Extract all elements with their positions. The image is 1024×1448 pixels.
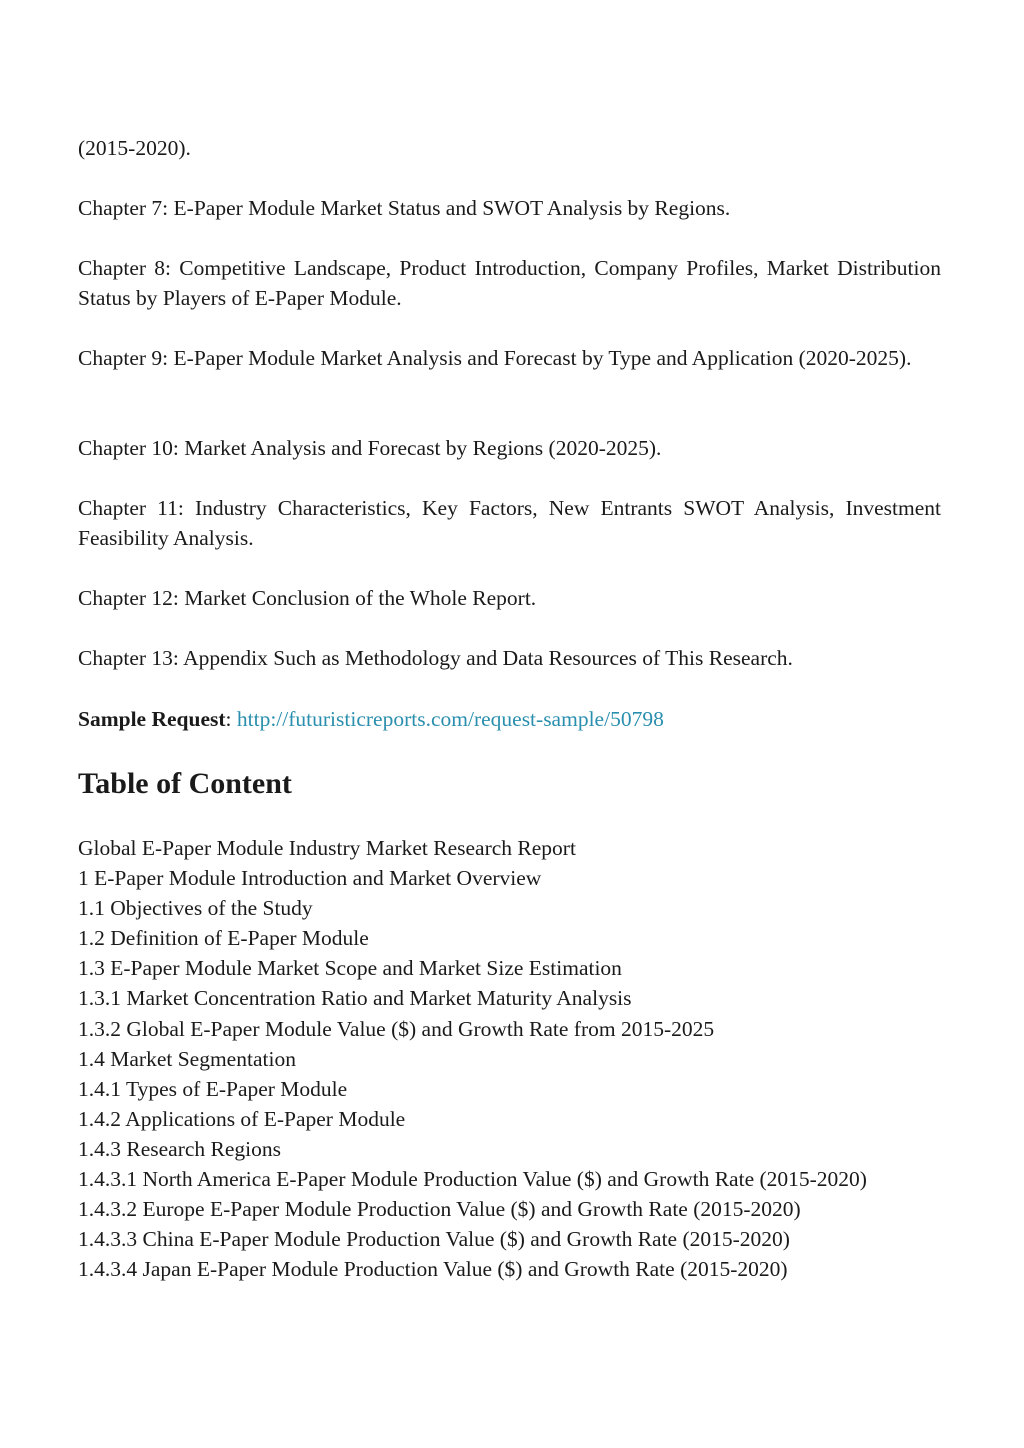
toc-item: 1.4.3.1 North America E-Paper Module Production Value ($) and Growth Rate (2015-2020) <box>78 1167 867 1192</box>
toc-item: 1.3.2 Global E-Paper Module Value ($) and Growth Rate from 2015-2025 <box>78 1016 715 1041</box>
toc-item: 1.3.1 Market Concentration Ratio and Market Maturity Analysis <box>78 986 632 1011</box>
toc-item: 1.4.1 Types of E-Paper Module <box>78 1076 348 1101</box>
chapter-11: Chapter 11: Industry Characteristics, Key Factors, New Entrants SWOT Analysis, Investment Feasibility Analysis. <box>78 496 941 550</box>
toc-item: 1.4.2 Applications of E-Paper Module <box>78 1106 406 1131</box>
chapter-10: Chapter 10: Market Analysis and Forecast by Regions (2020-2025). <box>78 436 662 460</box>
chapter-8: Chapter 8: Competitive Landscape, Product Introduction, Company Profiles, Market Distribution Status by Players of E-Paper Module. <box>78 256 941 310</box>
toc-item: 1.1 Objectives of the Study <box>78 896 313 921</box>
toc-item: 1.4.3.3 China E-Paper Module Production Value ($) and Growth Rate (2015-2020) <box>78 1227 790 1252</box>
chapter-12: Chapter 12: Market Conclusion of the Whole Report. <box>78 586 537 610</box>
chapter-7: Chapter 7: E-Paper Module Market Status and SWOT Analysis by Regions. <box>78 196 731 220</box>
sample-request-link[interactable]: http://futuristicreports.com/request-sample/50798 <box>236 707 664 731</box>
toc-item: 1.2 Definition of E-Paper Module <box>78 926 369 951</box>
sample-request-separator: : <box>225 707 237 731</box>
chapter-9: Chapter 9: E-Paper Module Market Analysis and Forecast by Type and Application (2020-2025). <box>78 346 912 370</box>
toc-item: 1.3 E-Paper Module Market Scope and Market Size Estimation <box>78 956 622 981</box>
toc-item: 1 E-Paper Module Introduction and Market Overview <box>78 866 542 891</box>
toc-list <box>78 833 941 1284</box>
chapter-13: Chapter 13: Appendix Such as Methodology and Data Resources of This Research. <box>78 646 793 670</box>
sample-request <box>78 704 941 734</box>
toc-item: 1.4.3.4 Japan E-Paper Module Production Value ($) and Growth Rate (2015-2020) <box>78 1257 788 1282</box>
toc-item: 1.4 Market Segmentation <box>78 1046 296 1071</box>
sample-request-label: Sample Request <box>78 707 226 731</box>
toc-item: 1.4.3 Research Regions <box>78 1136 282 1161</box>
intro-continuation: (2015-2020). <box>78 136 191 160</box>
toc-heading: Table of Content <box>78 767 292 800</box>
toc-item: 1.4.3.2 Europe E-Paper Module Production Value ($) and Growth Rate (2015-2020) <box>78 1197 801 1222</box>
toc-item: Global E-Paper Module Industry Market Research Report <box>78 836 576 860</box>
